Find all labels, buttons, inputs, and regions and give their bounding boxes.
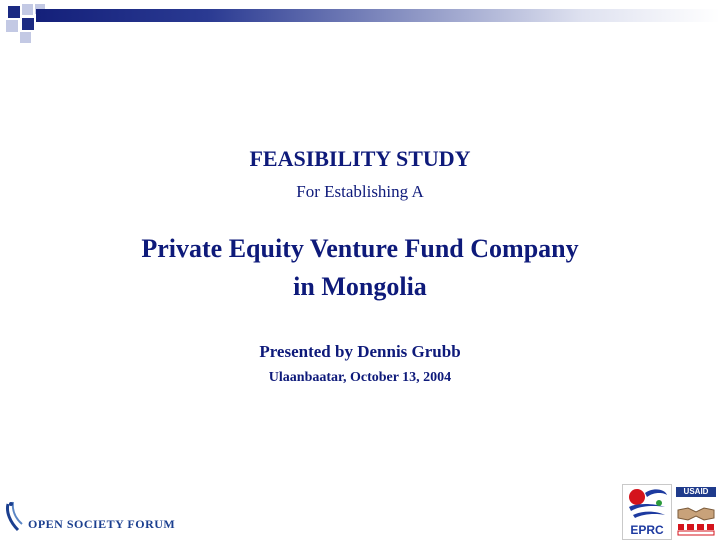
eprc-label: EPRC [630, 523, 664, 537]
handshake-icon [674, 498, 718, 538]
slide-heading [0, 230, 720, 306]
eprc-emblem-icon [623, 485, 671, 523]
slide-subtitle: For Establishing A [296, 182, 424, 201]
presenter-line: Presented by Dennis Grubb [259, 342, 461, 361]
decorative-square [22, 18, 34, 30]
header-gradient-band [36, 9, 720, 22]
usaid-logo [674, 486, 718, 538]
open-society-forum-label: OPEN SOCIETY FORUM [28, 517, 176, 531]
slide-heading-line1: Private Equity Venture Fund Company [141, 234, 579, 263]
decorative-square [22, 4, 33, 15]
decorative-square [8, 6, 20, 18]
usaid-label: USAID [676, 487, 716, 497]
slide-heading-line2: in Mongolia [293, 272, 427, 301]
eprc-logo [622, 484, 672, 540]
open-society-forum-logo-icon [4, 500, 26, 532]
decorative-square [20, 32, 31, 43]
decorative-square [6, 20, 18, 32]
slide-title: FEASIBILITY STUDY [249, 146, 471, 171]
location-date-line: Ulaanbaatar, October 13, 2004 [268, 370, 452, 385]
